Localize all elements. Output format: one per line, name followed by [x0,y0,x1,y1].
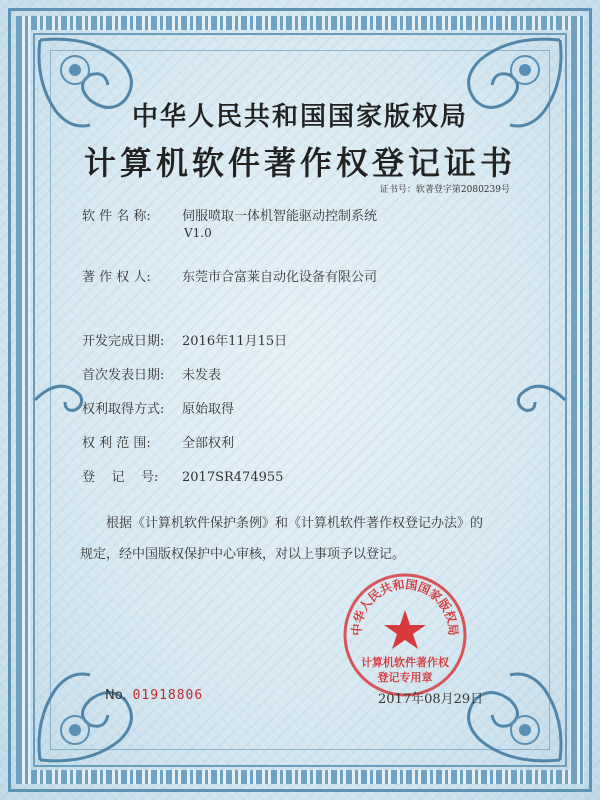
field-value: 未发表 [182,368,222,383]
serial-prefix: No. [105,688,127,703]
field-value: 东莞市合富莱自动化设备有限公司 [182,270,378,285]
issue-date: 2017年08月29日 [378,692,484,707]
field-label: 开发完成日期: [82,334,165,349]
field-value: 全部权利 [182,436,235,451]
field-label: 登 记 号: [82,470,159,485]
software-version: V1.0 [184,226,212,240]
field-label: 权 利 范 围: [82,436,151,451]
official-seal [340,570,470,700]
field-dev-date [82,330,287,349]
field-registration-number [82,466,283,485]
field-acquisition [82,398,234,417]
serial-value: 01918806 [132,688,204,703]
serial-number [105,688,203,703]
issuing-authority: 中华人民共和国国家版权局 [131,102,468,132]
field-label: 首次发表日期: [82,368,165,383]
field-scope [82,432,234,451]
field-value: 原始取得 [182,402,235,417]
field-value: 2017SR474955 [182,470,284,485]
side-ornament-icon [510,370,570,430]
field-label: 著 作 权 人: [82,270,151,285]
seal-ring-text: 中华人民共和国国家版权局 [349,577,461,637]
field-value: 2016年11月15日 [182,334,288,349]
field-software-name [82,205,377,224]
field-owner [82,266,377,285]
legal-paragraph: 规定，经中国版权保护中心审核，对以上事项予以登记。 [80,547,406,562]
field-value: 伺服喷取一体机智能驱动控制系统 [182,209,378,224]
certificate-number: 证书号：软著登字第2080239号 [379,185,510,195]
certificate-title: 计算机软件著作权登记证书 [83,144,516,182]
field-label: 软 件 名 称: [82,209,151,224]
seal-star-icon [384,610,426,649]
legal-paragraph: 根据《计算机软件保护条例》和《计算机软件著作权登记办法》的 [106,516,484,531]
seal-text-line2: 登记专用章 [377,671,433,684]
seal-text-line1: 计算机软件著作权 [361,656,449,669]
side-ornament-icon [30,370,90,430]
corner-ornament-icon [30,660,160,770]
field-first-publication [82,364,221,383]
field-label: 权利取得方式: [82,402,165,417]
